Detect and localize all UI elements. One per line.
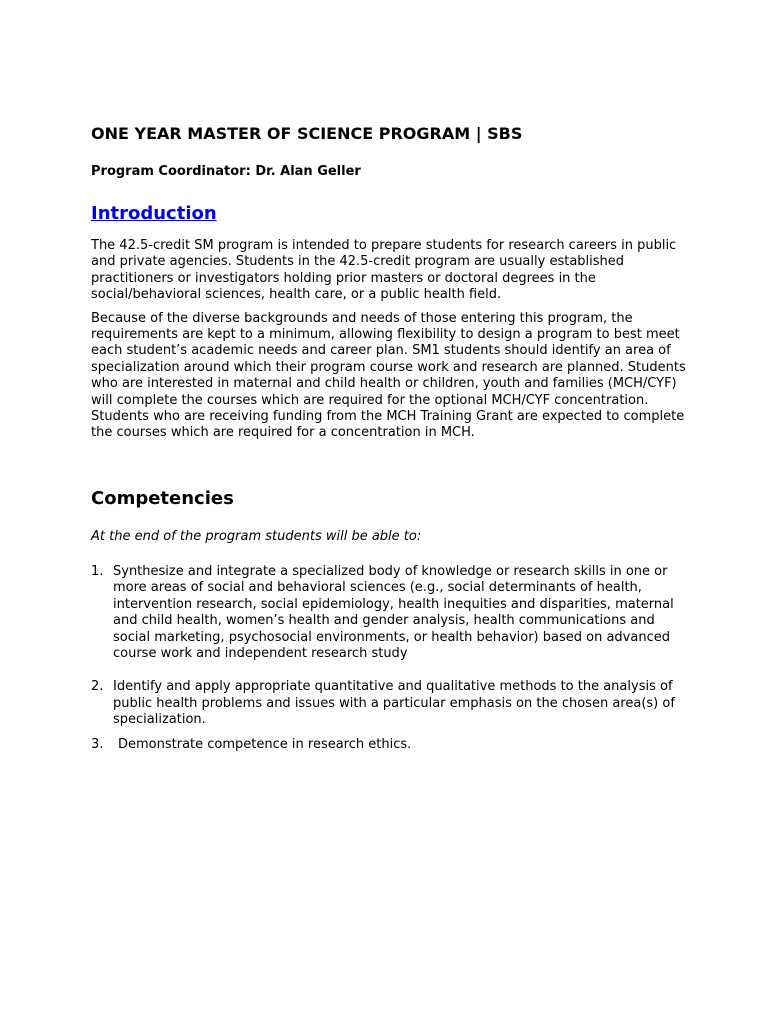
list-item-number: 1. (91, 563, 104, 579)
list-item (91, 679, 691, 728)
introduction-paragraph-1: The 42.5-credit SM program is intended to prepare students for research careers in public and private agencies. Students in the 42.5-credit program are usually established practitioners or investigators holding prior masters or doctoral degrees in the social/behavioral sciences, health care, or a public health field. (91, 238, 677, 303)
introduction-link[interactable]: Introduction (91, 203, 217, 224)
program-coordinator: Program Coordinator: Dr. Alan Geller (91, 164, 361, 179)
document-page (91, 124, 691, 753)
list-item-number: 3. (91, 736, 104, 752)
introduction-heading (91, 203, 691, 225)
competencies-list (91, 564, 691, 753)
list-item (91, 564, 691, 662)
list-item-text: Demonstrate competence in research ethics. (118, 736, 412, 752)
list-item-number: 2. (91, 679, 104, 695)
document-title: ONE YEAR MASTER OF SCIENCE PROGRAM | SBS (91, 124, 523, 143)
competencies-heading: Competencies (91, 487, 234, 509)
competencies-lead: At the end of the program students will be able to: (91, 528, 422, 544)
list-item-text: Identify and apply appropriate quantitative and qualitative methods to the analysis of public health problems and issues with a particular emphasis on the chosen area(s) of specialization. (113, 679, 675, 728)
list-item (91, 737, 691, 753)
introduction-paragraph-2: Because of the diverse backgrounds and needs of those entering this program, the requirements are kept to a minimum, allowing flexibility to design a program to best meet each student’s academic needs and career plan. SM1 students should identify an area of specialization around which their program course work and research are planned. Students who are interested in maternal and child health or children, youth and families (MCH/CYF) will complete the courses which are required for the optional MCH/CYF concentration. Students who are receiving funding from the MCH Training Grant are expected to complete the courses which are required for a concentration in MCH. (91, 310, 686, 441)
list-item-text: Synthesize and integrate a specialized body of knowledge or research skills in one or more areas of social and behavioral sciences (e.g., social determinants of health, intervention research, social epidemiology, health inequities and disparities, maternal and child health, women’s health and gender analysis, health communications and social marketing, psychosocial environments, or health behavior) based on advanced course work and independent research study (113, 563, 674, 661)
